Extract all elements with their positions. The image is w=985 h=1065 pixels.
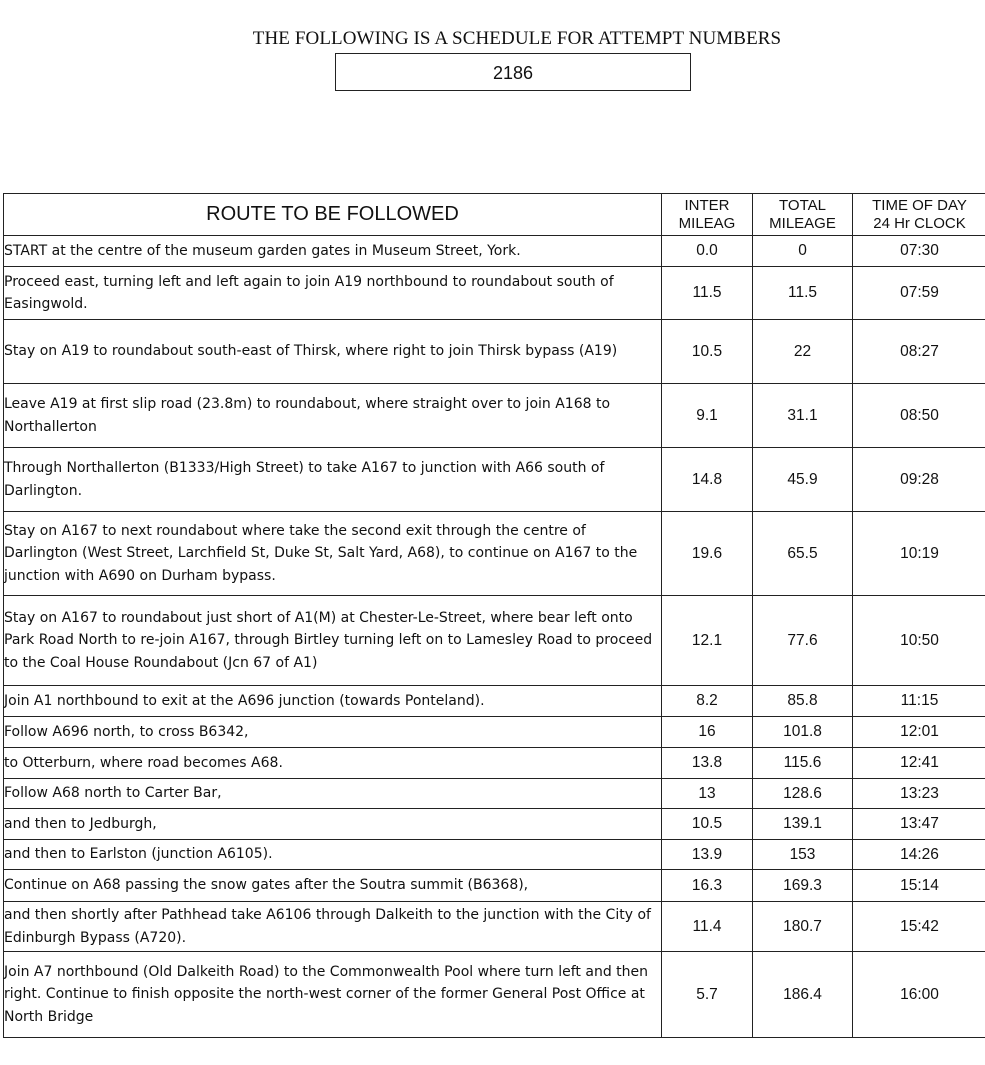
- inter-mileage-cell: 19.6: [662, 512, 753, 596]
- time-of-day-cell: 09:28: [853, 448, 985, 512]
- table-row: [4, 596, 985, 686]
- route-cell: Join A7 northbound (Old Dalkeith Road) to the Commonwealth Pool where turn left and then right. Continue to finish opposite the north-west corner of the former General Post Office at North Bridge: [4, 952, 662, 1038]
- time-of-day-cell: 14:26: [853, 840, 985, 870]
- total-mileage-cell: 11.5: [753, 267, 853, 320]
- table-row: [4, 870, 985, 902]
- total-mileage-cell: 101.8: [753, 717, 853, 748]
- table-row: [4, 748, 985, 779]
- time-of-day-cell: 07:59: [853, 267, 985, 320]
- route-cell: and then to Earlston (junction A6105).: [4, 840, 662, 870]
- total-mileage-cell: 153: [753, 840, 853, 870]
- time-of-day-cell: 15:42: [853, 902, 985, 952]
- route-cell: START at the centre of the museum garden gates in Museum Street, York.: [4, 236, 662, 267]
- inter-mileage-cell: 0.0: [662, 236, 753, 267]
- route-cell: and then to Jedburgh,: [4, 809, 662, 840]
- inter-mileage-cell: 16: [662, 717, 753, 748]
- route-cell: Stay on A167 to roundabout just short of A1(M) at Chester-Le-Street, where bear left onto Park Road North to re-join A167, through Birtley turning left on to Lamesley Road to proceed to the Coal House Roundabout (Jcn 67 of A1): [4, 596, 662, 686]
- total-mileage-cell: 186.4: [753, 952, 853, 1038]
- inter-header-line2: MILEAG: [678, 214, 736, 232]
- table-row: [4, 717, 985, 748]
- total-mileage-cell: 128.6: [753, 779, 853, 809]
- inter-mileage-cell: 5.7: [662, 952, 753, 1038]
- table-row: [4, 236, 985, 267]
- inter-header-line1: INTER: [684, 196, 730, 214]
- time-header-line2: 24 Hr CLOCK: [873, 214, 966, 232]
- inter-mileage-cell: 11.5: [662, 267, 753, 320]
- total-mileage-cell: 77.6: [753, 596, 853, 686]
- route-cell: Follow A68 north to Carter Bar,: [4, 779, 662, 809]
- total-mileage-cell: 22: [753, 320, 853, 384]
- total-mileage-cell: 0: [753, 236, 853, 267]
- total-mileage-cell: 139.1: [753, 809, 853, 840]
- time-of-day-cell: 08:50: [853, 384, 985, 448]
- inter-mileage-cell: 16.3: [662, 870, 753, 902]
- time-of-day-cell: 13:23: [853, 779, 985, 809]
- inter-mileage-cell: 13: [662, 779, 753, 809]
- time-of-day-cell: 12:41: [853, 748, 985, 779]
- route-schedule-table: [3, 193, 985, 1038]
- inter-mileage-cell: 9.1: [662, 384, 753, 448]
- time-of-day-cell: 12:01: [853, 717, 985, 748]
- time-of-day-cell: 11:15: [853, 686, 985, 717]
- total-mileage-cell: 180.7: [753, 902, 853, 952]
- route-cell: Leave A19 at first slip road (23.8m) to roundabout, where straight over to join A168 to Northallerton: [4, 384, 662, 448]
- inter-mileage-cell: 8.2: [662, 686, 753, 717]
- table-header-row: [4, 194, 985, 236]
- time-of-day-cell: 15:14: [853, 870, 985, 902]
- route-cell: Proceed east, turning left and left again to join A19 northbound to roundabout south of Easingwold.: [4, 267, 662, 320]
- route-column-header: ROUTE TO BE FOLLOWED: [4, 194, 662, 236]
- schedule-heading: THE FOLLOWING IS A SCHEDULE FOR ATTEMPT NUMBERS: [252, 28, 782, 49]
- time-of-day-cell: 16:00: [853, 952, 985, 1038]
- time-of-day-cell: 13:47: [853, 809, 985, 840]
- route-cell: Through Northallerton (B1333/High Street) to take A167 to junction with A66 south of Darlington.: [4, 448, 662, 512]
- total-header-line1: TOTAL: [779, 196, 826, 214]
- total-mileage-cell: 115.6: [753, 748, 853, 779]
- table-row: [4, 512, 985, 596]
- total-mileage-column-header: [753, 194, 853, 236]
- table-row: [4, 902, 985, 952]
- inter-mileage-cell: 11.4: [662, 902, 753, 952]
- inter-mileage-cell: 13.9: [662, 840, 753, 870]
- time-of-day-column-header: [853, 194, 985, 236]
- total-mileage-cell: 65.5: [753, 512, 853, 596]
- time-of-day-cell: 10:19: [853, 512, 985, 596]
- table-row: [4, 448, 985, 512]
- inter-mileage-cell: 13.8: [662, 748, 753, 779]
- inter-mileage-cell: 14.8: [662, 448, 753, 512]
- total-mileage-cell: 85.8: [753, 686, 853, 717]
- time-of-day-cell: 08:27: [853, 320, 985, 384]
- total-mileage-cell: 31.1: [753, 384, 853, 448]
- table-row: [4, 267, 985, 320]
- route-cell: Follow A696 north, to cross B6342,: [4, 717, 662, 748]
- table-row: [4, 840, 985, 870]
- route-cell: and then shortly after Pathhead take A6106 through Dalkeith to the junction with the City of Edinburgh Bypass (A720).: [4, 902, 662, 952]
- total-mileage-cell: 45.9: [753, 448, 853, 512]
- table-row: [4, 952, 985, 1038]
- table-row: [4, 686, 985, 717]
- route-cell: Join A1 northbound to exit at the A696 junction (towards Ponteland).: [4, 686, 662, 717]
- route-cell: Continue on A68 passing the snow gates after the Soutra summit (B6368),: [4, 870, 662, 902]
- inter-mileage-cell: 12.1: [662, 596, 753, 686]
- attempt-number-box: 2186: [335, 53, 691, 91]
- route-cell: to Otterburn, where road becomes A68.: [4, 748, 662, 779]
- table-row: [4, 779, 985, 809]
- time-header-line1: TIME OF DAY: [872, 196, 967, 214]
- time-of-day-cell: 10:50: [853, 596, 985, 686]
- route-cell: Stay on A19 to roundabout south-east of Thirsk, where right to join Thirsk bypass (A19): [4, 320, 662, 384]
- time-of-day-cell: 07:30: [853, 236, 985, 267]
- schedule-body: [4, 236, 985, 1038]
- inter-mileage-cell: 10.5: [662, 320, 753, 384]
- inter-mileage-cell: 10.5: [662, 809, 753, 840]
- route-cell: Stay on A167 to next roundabout where take the second exit through the centre of Darlington (West Street, Larchfield St, Duke St, Salt Yard, A68), to continue on A167 to the junction with A690 on Durham bypass.: [4, 512, 662, 596]
- total-header-line2: MILEAGE: [769, 214, 836, 232]
- table-row: [4, 384, 985, 448]
- inter-mileage-column-header: [662, 194, 753, 236]
- table-row: [4, 809, 985, 840]
- table-row: [4, 320, 985, 384]
- total-mileage-cell: 169.3: [753, 870, 853, 902]
